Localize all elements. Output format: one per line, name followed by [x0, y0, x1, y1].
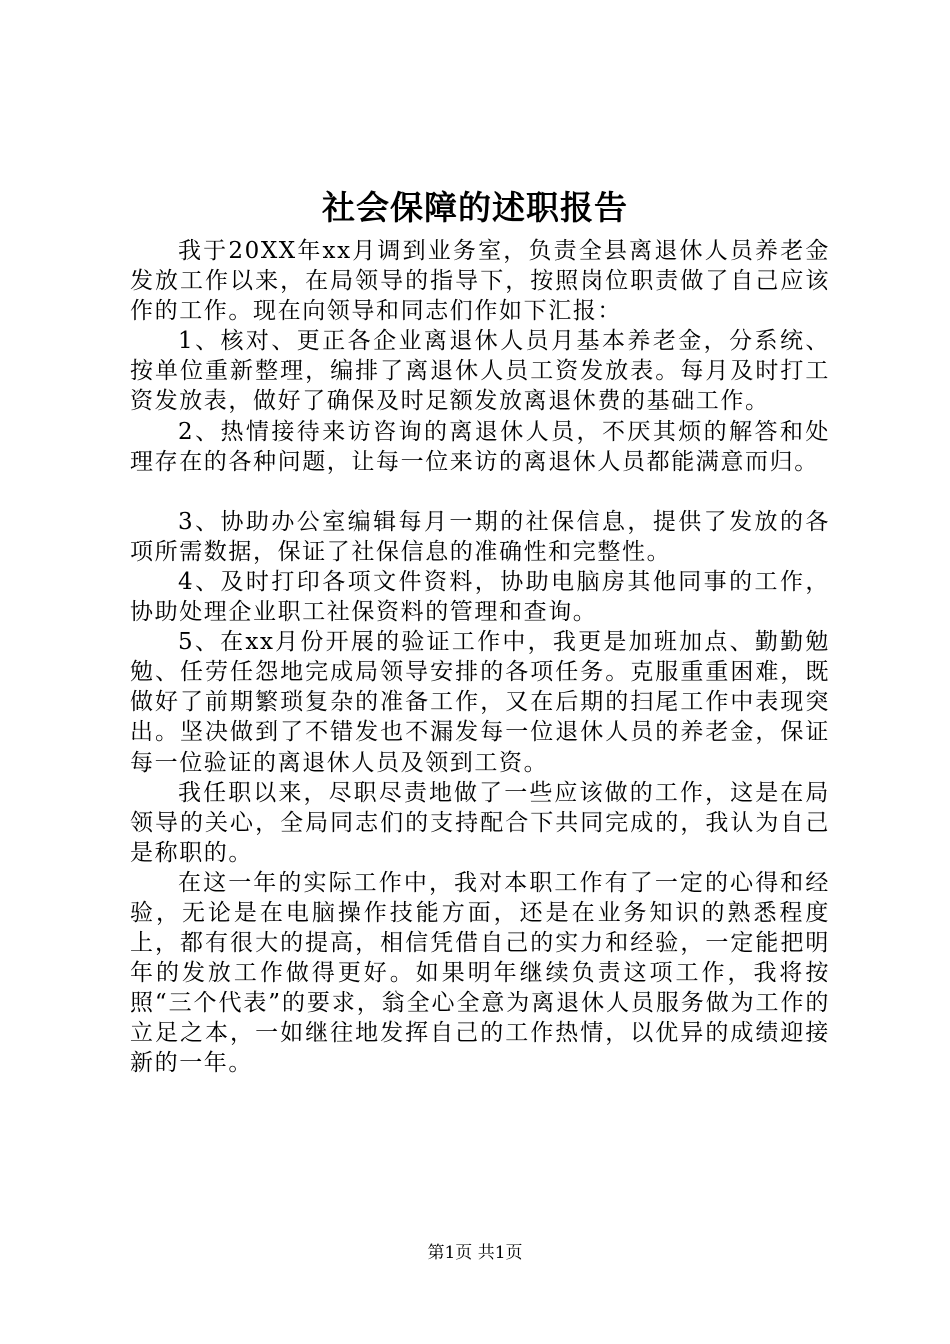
- intro-paragraph: 我于20XX年xx月调到业务室，负责全县离退休人员养老金发放工作以来，在局领导的指导下，按照岗位职责做了自己应该作的工作。现在向领导和同志们作如下汇报：: [130, 238, 830, 325]
- page-title: 社会保障的述职报告: [322, 188, 628, 227]
- item-paragraph-1: 1、核对、更正各企业离退休人员月基本养老金，分系统、按单位重新整理，编排了离退休人员工资发放表。每月及时打工资发放表，做好了确保及时足额发放离退休费的基础工作。: [130, 328, 830, 415]
- report-body: [130, 236, 830, 1079]
- self-assessment-paragraph: 我任职以来，尽职尽责地做了一些应该做的工作，这是在局领导的关心，全局同志们的支持配合下共同完成的，我认为自己是称职的。: [130, 779, 830, 866]
- item-paragraph-4: 4、及时打印各项文件资料，协助电脑房其他同事的工作，协助处理企业职工社保资料的管理和查询。: [130, 568, 830, 626]
- item-paragraph-2: 2、热情接待来访咨询的离退休人员，不厌其烦的解答和处理存在的各种问题，让每一位来访的离退休人员都能满意而归。: [130, 418, 830, 475]
- page-number-footer: 第1页 共1页: [427, 1243, 523, 1263]
- item-paragraph-5: 5、在xx月份开展的验证工作中，我更是加班加点、勤勤勉勉、任劳任怨地完成局领导安排的各项任务。克服重重困难，既做好了前期繁琐复杂的准备工作，又在后期的扫尾工作中表现突出。坚决做到了不错发也不漏发每一位退休人员的养老金，保证每一位验证的离退休人员及领到工资。: [130, 629, 830, 776]
- item-paragraph-3: 3、协助办公室编辑每月一期的社保信息，提供了发放的各项所需数据，保证了社保信息的准确性和完整性。: [130, 508, 830, 565]
- outlook-paragraph: 在这一年的实际工作中，我对本职工作有了一定的心得和经验，无论是在电脑操作技能方面，还是在业务知识的熟悉程度上，都有很大的提高，相信凭借自己的实力和经验，一定能把明年的发放工作做得更好。如果明年继续负责这项工作，我将按照“三个代表”的要求，翁全心全意为离退休人员服务做为工作的立足之本，一如继往地发挥自己的工作热情，以优异的成绩迎接新的一年。: [130, 869, 830, 1077]
